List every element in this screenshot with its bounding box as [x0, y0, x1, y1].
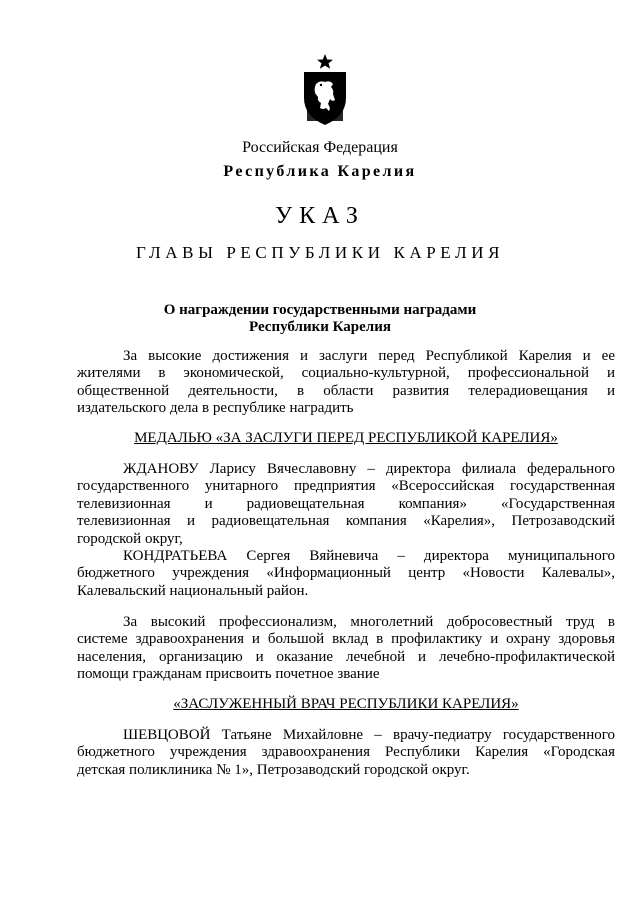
paragraph-line: КОНДРАТЬЕВА Сергея Вяйневича – директора муниципального — [123, 548, 615, 564]
paragraph-line: телевизионная и радиовещательная компания «Карелия», Петрозаводский — [77, 513, 615, 530]
paragraph-line: бюджетного учреждения «Информационный центр «Новости Калевалы», — [77, 565, 615, 582]
paragraph-line: детская поликлиника № 1», Петрозаводский городской округ. — [77, 761, 470, 778]
paragraph-line: бюджетного учреждения здравоохранения Республики Карелия «Городская — [77, 744, 615, 761]
awardee-paragraph — [77, 548, 615, 600]
subject-line: О награждении государственными наградами — [163, 302, 477, 318]
karelia-coat-of-arms-icon — [300, 54, 350, 126]
paragraph-line: населения, организацию и оказание лечебной и лечебно-профилактической — [77, 648, 615, 665]
preamble-paragraph — [77, 348, 615, 418]
award-heading: «ЗАСЛУЖЕННЫЙ ВРАЧ РЕСПУБЛИКИ КАРЕЛИЯ» — [173, 696, 519, 712]
paragraph-line: Калевальский национальный район. — [77, 582, 309, 599]
paragraph-line: издательского дела в республике наградить — [77, 400, 354, 417]
preamble-paragraph — [77, 614, 615, 684]
document-type: УКАЗ — [275, 203, 365, 229]
paragraph-line: За высокий профессионализм, многолетний добросовестный труд в — [123, 614, 615, 630]
subject-line: Республики Карелия — [249, 319, 391, 335]
paragraph-line: государственного унитарного предприятия «Всероссийская государственная — [77, 478, 615, 495]
republic-name: Республика Карелия — [223, 163, 417, 180]
award-heading: МЕДАЛЬЮ «ЗА ЗАСЛУГИ ПЕРЕД РЕСПУБЛИКОЙ КАРЕЛИЯ» — [134, 430, 558, 446]
paragraph-line: телевизионная и радиовещательная компания» «Государственная — [77, 495, 615, 512]
decree-subject — [0, 302, 640, 336]
paragraph-line: общественной деятельности, в области развития телерадиовещания и — [77, 382, 615, 399]
paragraph-line: ЖДАНОВУ Ларису Вячеславовну – директора филиала федерального — [123, 461, 615, 477]
awardee-paragraph — [77, 727, 615, 779]
paragraph-line: городской округ, — [77, 530, 183, 547]
paragraph-line: ШЕВЦОВОЙ Татьяне Михайловне – врачу-педиатру государственного — [123, 727, 615, 743]
country-name: Российская Федерация — [242, 139, 398, 156]
paragraph-line: системе здравоохранения и большой вклад в профилактику и охрану здоровья — [77, 631, 615, 648]
paragraph-line: жителями в экономической, социально-культурной, профессиональной и — [77, 365, 615, 382]
issuer-title: ГЛАВЫ РЕСПУБЛИКИ КАРЕЛИЯ — [135, 243, 505, 262]
paragraph-line: За высокие достижения и заслуги перед Республикой Карелия и ее — [123, 348, 615, 364]
awardee-paragraph — [77, 461, 615, 548]
paragraph-line: помощи гражданам присвоить почетное звание — [77, 666, 380, 683]
